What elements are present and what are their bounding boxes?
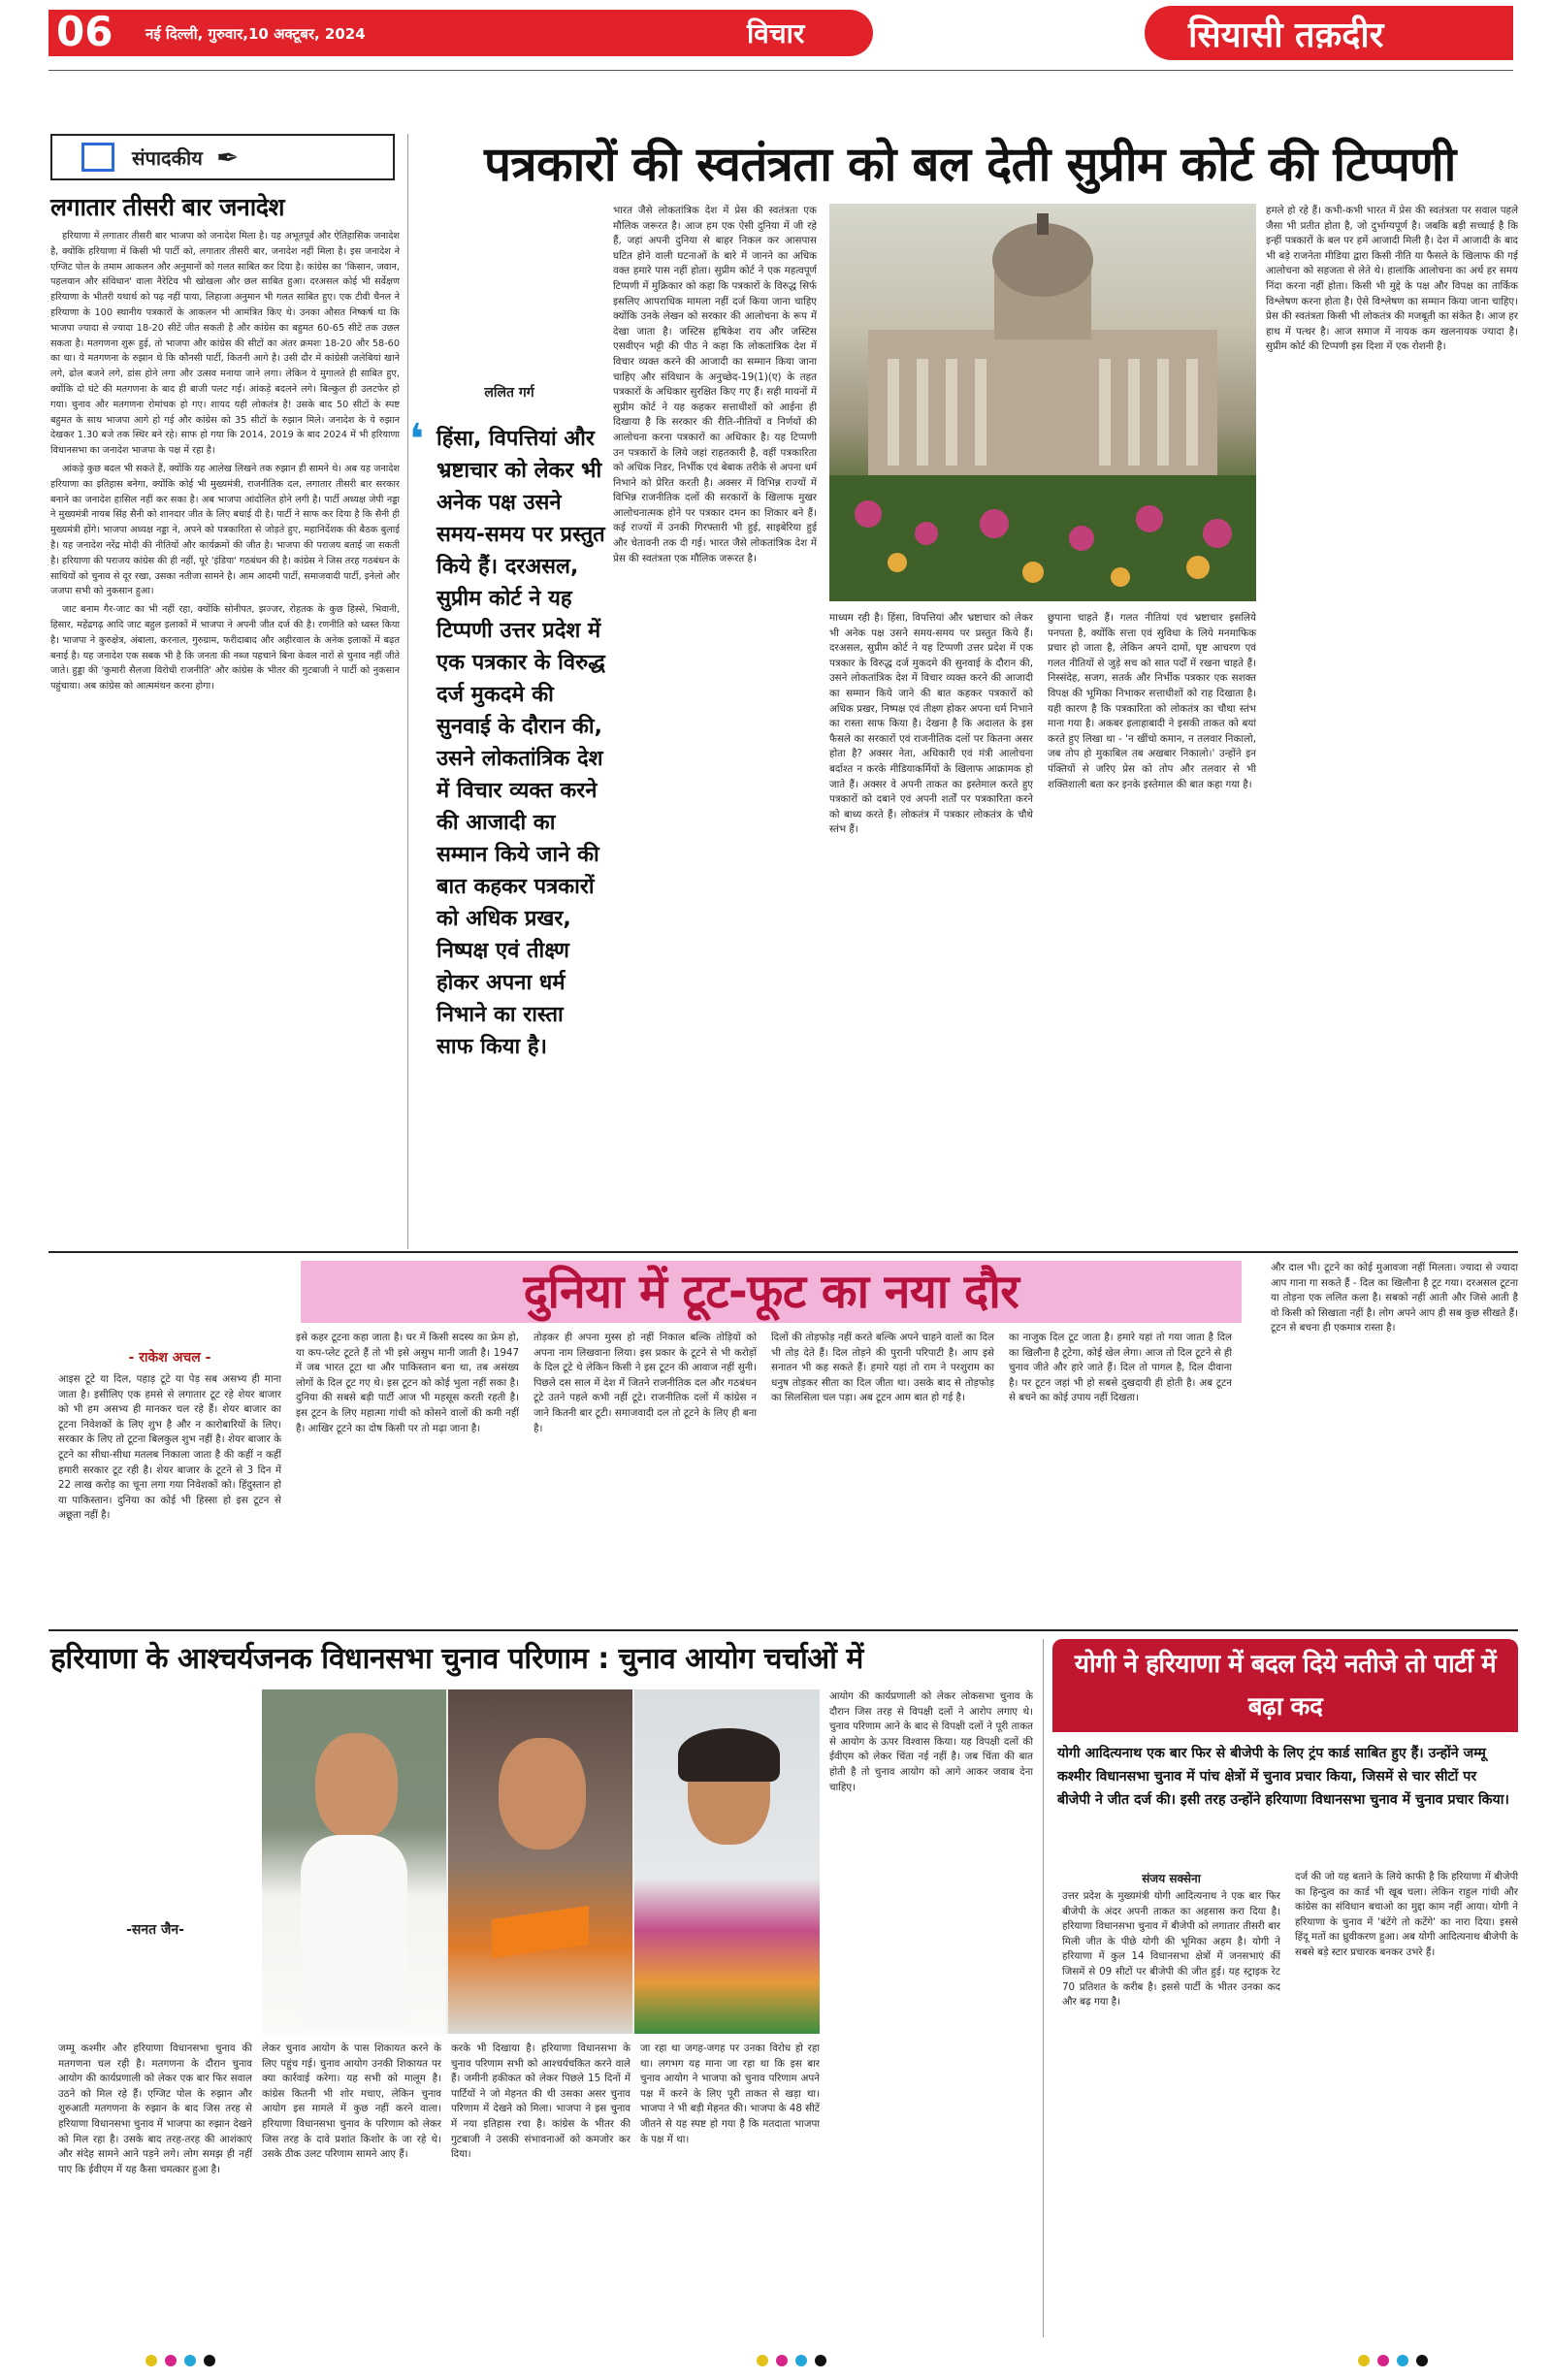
main-article-headline: पत्रकारों की स्वतंत्रता को बल देती सुप्रीम कोर्ट की टिप्पणी: [484, 137, 1456, 192]
editorial-headline: लगातार तीसरी बार जनादेश: [50, 193, 285, 221]
haryana-col-5: आयोग की कार्यप्रणाली को लेकर लोकसभा चुनाव के दौरान जिस तरह से विपक्षी दलों ने आरोप लगाए थे। चुनाव परिणाम आने के बाद से विपक्षी दलों ने पूरी ताकत से आयोग के ऊपर विश्वास किया। यह विपक्षी दलों की ईवीएम को लेकर चिंता नई नहीं है। जब चिंता की बात होती है तो चुनाव आयोग को आगे आकर जवाब देना चाहिए।: [829, 1690, 1033, 1793]
photo-saini: [448, 1689, 632, 2034]
haryana-col-4: जा रहा था जगह-जगह पर उनका विरोध हो रहा था। लगभग यह माना जा रहा था कि इस बार चुनाव आयोग ने भाजपा को चुनाव परिणाम अपने पक्ष में करने के लिए पूरी ताकत से खड़ा था। भाजपा ने भी बड़ी मेहनत की। भाजपा के 48 सीटें जीतने से यह स्पष्ट हो गया है कि मतदाता भाजपा के पक्ष में था।: [640, 2042, 820, 2145]
photo-hooda: [262, 1689, 446, 2034]
section-right-label: सियासी तक़दीर: [1188, 16, 1384, 55]
quote-icon: ❛: [409, 415, 425, 465]
world-col-2: इसे कहर टूटना कहा जाता है। घर में किसी सदस्य का फ्रेम हो, या कप-प्लेट टूटते हैं तो भी इसे असुभ मानी जाती है। 1947 में जब भारत टूटा था और पाकिस्तान बना था, तब असंख्य लोगों के दिल टूट गए थे। इस टूटन को कोई भुला नहीं सका है। दुनिया की सबसे बड़ी पार्टी आज भी महसूस करती रहती है। इस टूटन के लिए महात्मा गांधी को कोसने वालों की कमी नहीं है। आखिर टूटने का दोष किसी पर तो मढ़ा जाना है।: [296, 1332, 519, 1434]
yogi-col-1: उत्तर प्रदेश के मुख्यमंत्री योगी आदित्यनाथ ने एक बार फिर बीजेपी के अंदर अपनी ताकत का अहसास करा दिया है। हरियाणा विधानसभा चुनाव में बीजेपी को लगातार तीसरी बार मिली जीत के पीछे योगी की भूमिका अहम है। योगी ने हरियाणा में कुल 14 विधानसभा क्षेत्रों में जनसभाएं कीं जिसमें से 09 सीटों पर बीजेपी की जीत हुई। यह स्ट्राइक रेट 70 प्रतिशत के करीब है। इससे पार्टी के भीतर उनका कद और बढ़ गया है।: [1062, 1890, 1280, 2009]
main-author: ललित गर्ग: [484, 385, 534, 401]
yogi-intro: योगी आदित्यनाथ एक बार फिर से बीजेपी के लिए ट्रंप कार्ड साबित हुए हैं। उन्होंने जम्मू कश्मीर विधानसभा चुनाव में पांच क्षेत्रों में चुनाव प्रचार किया, जिसमें से चार सीटों पर बीजेपी ने जीत दर्ज की। इसी तरह उन्होंने हरियाणा विधानसभा चुनाव में चुनाव प्रचार किया।: [1057, 1746, 1509, 1808]
header-rule: [48, 70, 1513, 71]
main-col-3: छुपाना चाहते हैं। गलत नीतियां एवं भ्रष्टाचार इसलिये पनपता है, क्योंकि सत्ता एवं सुविधा के लिये मनमाफिक प्रचार हो जाता है, लेकिन अपने दामों, घृष्ट आचरण एवं गलत नीतियों से जुड़े सच को सात पर्दों में रखना चाहते हैं। निस्संदेह, सजग, सतर्क और निर्भीक पत्रकार एक सशक्त विपक्ष की भूमिका निभाकर सत्ताधीशों को राह दिखाता है। यही कारण है कि पत्रकारिता को लोकतंत्र का चौथा स्तंभ माना गया है। अकबर इलाहाबादी ने इसकी ताकत को बयां करते हुए लिखा था - 'न खींचो कमान, न तलवार निकालो, जब तोप हो मुकाबिल तब अखबार निकालो।' उन्होंने इन पंक्तियों से जरिए प्रेस को तोप और तलवार से भी शक्तिशाली बता कर इनके इस्तेमाल की बात कहा गया है।: [1048, 612, 1256, 790]
yogi-col-2: दर्ज की जो यह बताने के लिये काफी है कि हरियाणा में बीजेपी का हिन्दुत्व का कार्ड भी खूब चला। लेकिन राहुल गांधी और कांग्रेस का संविधान बचाओ का मुद्दा काम नहीं आया। योगी ने हरियाणा के चुनाव में 'बंटेंगे तो कटेंगे' का नारा दिया। इससे हिंदू मतों का ध्रुवीकरण हुआ। अब योगी आदित्यनाथ बीजेपी के सबसे बड़े स्टार प्रचारक बनकर उभरे हैं।: [1295, 1871, 1518, 1958]
section-rule-1: [48, 1251, 1518, 1253]
pull-quote-text: हिंसा, विपत्तियां और भ्रष्टाचार को लेकर भी अनेक पक्ष उसने समय-समय पर प्रस्तुत किये हैं। दरअसल, सुप्रीम कोर्ट ने यह टिप्पणी उत्तर प्रदेश में एक पत्रकार के विरुद्ध दर्ज मुकदमे की सुनवाई के दौरान की, उसने लोकतांत्रिक देश में विचार व्यक्त करने की आजादी का सम्मान किये जाने की बात कहकर पत्रकारों को अधिक प्रखर, निष्पक्ष एवं तीक्ष्ण होकर अपना धर्म निभाने का रास्ता साफ किया है।: [436, 427, 605, 1059]
editorial-paragraph: आंकड़े कुछ बदल भी सकते हैं, क्योंकि यह आलेख लिखने तक रुझान ही सामने थे। अब यह जनादेश हरियाणा का इतिहास बनेगा, क्योंकि कोई भी मुख्यमंत्री, राजनीतिक दल, लगातार तीसरी बार सरकार बनाने का जनादेश हासिल नहीं कर सका है। अब भाजपा आंदोलित होने लगी है। पार्टी अध्यक्ष जेपी नड्डा ने मुख्यमंत्री नायब सिंह सैनी को शानदार जीत के लिए बधाई दी है। पार्टी ने साफ कर दिया है कि सैनी ही मुख्यमंत्री होंगे। भाजपा अध्यक्ष नड्डा ने, अपने को पत्रकारिता से जोड़ते हुए, महानिर्देशक की बैठक बुलाई है। यह जनादेश नरेंद्र मोदी की नीतियों और कार्यक्रमों की जीत है। भाजपा की पराजय बताई जा सकती है। हरियाणा की पराजय कांग्रेस की ही नहीं, पूरे 'इंडिया' गठबंधन की है। कांग्रेस ने जिस तरह गठबंधन के साथियों को चुनाव से दूर रखा, उसका नतीजा सामने है। आम आदमी पार्टी, समाजवादी पार्टी, इनेलो और जजपा सभी को नुकसान हुआ।: [50, 463, 400, 597]
world-col-5: का नाजुक दिल टूट जाता है। हमारे यहां तो गया जाता है दिल का खिलौना है टूटेगा, कोई खेल लेगा। आज तो दिल टूटने से ही चुनाव जीते और हारे जाते हैं। दिल तो पागल है, दिल दीवाना है। पर टूटन जहां भी हो सबसे दुखदायी ही होती है। अब टूटन से बचने का कोई उपाय नहीं दिखता।: [1009, 1332, 1232, 1404]
world-author: - राकेश अचल -: [128, 1350, 211, 1366]
editorial-label: संपादकीय: [132, 145, 203, 170]
yogi-author: संजय सक्सेना: [1142, 1872, 1201, 1885]
supreme-court-building: [829, 204, 1256, 601]
column-divider: [407, 134, 408, 1249]
section-rule-2: [48, 1629, 1518, 1631]
editorial-square: [81, 143, 114, 172]
pull-quote: [409, 415, 606, 1121]
date-line: नई दिल्ली, गुरुवार,10 अक्टूबर, 2024: [146, 25, 366, 43]
main-col-2: माध्यम रही है। हिंसा, विपत्तियां और भ्रष्टाचार को लेकर भी अनेक पक्ष उसने समय-समय पर प्रस्तुत किये हैं। दरअसल, सुप्रीम कोर्ट ने यह टिप्पणी उत्तर प्रदेश में एक पत्रकार के विरुद्ध दर्ज मुकदमे की सुनवाई के दौरान की, उसने लोकतांत्रिक देश में विचार व्यक्त करने की आजादी का सम्मान किये जाने की बात कहकर पत्रकारों को अधिक प्रखर, निष्पक्ष एवं तीक्ष्ण होकर अपना धर्म निभाने का रास्ता साफ किया है। देखना है कि अदालत के इस फैसले का सरकारों एवं राजनीतिक दलों पर कितना असर होता है? अक्सर नेता, अधिकारी एवं मंत्री आलोचना बर्दाश्त न करके मीडियाकर्मियों के खिलाफ आक्रामक हो जाते हैं। अक्सर वे अपनी ताकत का इस्तेमाल करते हुए पत्रकारों को दबाने एवं अपनी शर्तों पर पत्रकारिता करने को बाध्य करते हैं। लोकतंत्र में पत्रकार लोकतंत्र के चौथे स्तंभ हैं।: [829, 612, 1033, 836]
editorial-body: [50, 229, 400, 1242]
haryana-col-1: जम्मू कश्मीर और हरियाणा विधानसभा चुनाव की मतगणना चल रही है। मतगणना के दौरान चुनाव आयोग की कार्यप्रणाली को लेकर एक बार फिर सवाल उठने को मिल रहे हैं। एग्जिट पोल के रुझान और शुरुआती मतगणना के रुझान के बाद जिस तरह से हरियाणा विधानसभा चुनाव में भाजपा का रुझान देखने को मिल रहा है। उसके बाद तरह-तरह की आशंकाएं और संदेह सामने आने पड़ने लगे। लोग समझ ही नहीं पाए कि ईवीएम में यह कैसा चमत्कार हुआ है।: [58, 2042, 252, 2175]
world-col-6: और दाल भी। टूटने का कोई मुआवजा नहीं मिलता। ज्यादा से ज्यादा आप गाना गा सकते हैं - दिल का खिलौना है टूट गया। दरअसल टूटना या तोड़ना एक ललित कला है। सबको नहीं आती और जिसे आती है वो किसी को सिखाता नहीं है। लोग अपने आप ही सब कुछ सीखते हैं। टूटन से बचना ही एकमात्र रास्ता है।: [1271, 1262, 1518, 1335]
main-col-1: भारत जैसे लोकतांत्रिक देश में प्रेस की स्वतंत्रता एक मौलिक जरूरत है। आज हम एक ऐसी दुनिया में जी रहे हैं, जहां अपनी दुनिया से बाहर निकल कर आसपास घटित होने वाली घटनाओं के बारे में जानने का अधिक वक्त हमारे पास नहीं होता। सुप्रीम कोर्ट ने एक महत्वपूर्ण टिप्पणी में मुक्रिकार को कहा कि पत्रकारों के विरुद्ध सिर्फ इसलिए आपराधिक मामला नहीं दर्ज किया जाना चाहिए क्योंकि उनके लेखन को सरकार की आलोचना के रूप में देखा जाता है। जस्टिस हृषिकेश राय और जस्टिस एसवीएन भट्टी की पीठ ने कहा कि लोकतांत्रिक देश में विचार व्यक्त करने की आजादी का सम्मान किया जाना चाहिए और संविधान के अनुच्छेद-19(1)(ए) के तहत पत्रकारों के अधिकार सुरक्षित किए गए हैं। सही मायनों में सुप्रीम कोर्ट ने यह कहकर सत्ताधीशों को आईना ही दिखाया है कि सरकार की रीति-नीतियों व निर्णयों की आलोचना करना पत्रकारों का अधिकार है। यह टिप्पणी उन पत्रकारों के लिये जहां राहतकारी है, वहीं पत्रकारिता को अधिक निडर, निर्भीक एवं बेबाक तरीके से अपना धर्म निभाने को प्रेरित करती है। अक्सर में विभिन्न राज्यों में विभिन्न राजनीतिक दलों की सरकारों के खिलाफ मुखर आलोचनात्मक होने पर पत्रकार दमन का शिकार बने हैं। कई राज्यों में उनकी गिरफ्तारी भी हुई, साइबेरिया हुई और चेतावनी तक दी गई। भारत जैसे लोकतांत्रिक देश में प्रेस की स्वतंत्रता एक मौलिक जरूरत है।: [613, 205, 817, 564]
photo-selja: [634, 1689, 820, 2034]
main-col-4: हमले हो रहे हैं। कभी-कभी भारत में प्रेस की स्वतंत्रता पर सवाल पहले जैसा भी प्रतीत होता है, जो दुर्भाग्यपूर्ण है। जबकि बड़ी सच्चाई है कि इन्हीं पत्रकारों के बल पर हमें आजादी मिली है। देश में आजादी के बाद भी बड़े राजनेता मीडिया द्वारा किसी नीति या फैसले के खिलाफ की गई आलोचना को सहजता से लेते थे। हालांकि आलोचना का अर्थ हर समय निंदा करना नहीं होता। किसी भी मुद्दे के पक्ष और विपक्ष का तार्किक विश्लेषण करना होता है। ऐसे विश्लेषण का सम्मान किया जाना चाहिए। प्रेस की स्वतंत्रता किसी भी लोकतंत्र की मजबूती का संकेत है। आज हर हाथ में पत्थर है। आज समाज में नायक कम खलनायक ज्यादा है। सुप्रीम कोर्ट की टिप्पणी इस दिशा में एक रोशनी है।: [1266, 205, 1518, 353]
print-registration-marks: [0, 2347, 1552, 2376]
editorial-paragraph: हरियाणा में लगातार तीसरी बार भाजपा को जनादेश मिला है। यह अभूतपूर्व और ऐतिहासिक जनादेश है, क्योंकि हरियाणा में किसी भी पार्टी को, लगातार तीसरी बार, जनादेश नहीं मिला है। इस जनादेश ने एग्जिट पोल के तमाम आकलन और अनुमानों को गलत साबित कर दिया है। कांग्रेस का 'किसान, जवान, पहलवान और संविधान' वाला नैरेटिव भी खोखला और छल साबित हुआ। दरअसल कोई भी सर्वेक्षण हरियाणा के भीतरी यथार्थ को पढ़ नहीं पाया, लिहाजा अनुमान भी गलत साबित हुए। एक टीवी चैनल ने हरियाणा के 100 स्थानीय पत्रकारों के आकलन भी आमंत्रित किए थे। उनका औसत निष्कर्ष था कि भाजपा ज्यादा से ज्यादा 18-20 सीटें जीत सकती है और कांग्रेस का बहुमत 60-65 सीटें तक उछल सकता है। मतगणना शुरू हुई, तो भाजपा और कांग्रेस की सीटों का अंतर क्रमशः 18-20 और 58-60 का था। ये मतगणना के रुझान थे कि कौनसी पार्टी, कितनी आगे है। उसी दौर में कांग्रेसी जलेबियां खाने लगे, ढोल बजने लगे, डांस होने लगा और उत्सव मनाया जाने लगा। लेकिन ये मुगालते ही साबित हुए, क्योंकि दो घंटे की मतगणना के बाद ही बाजी पलट गई। आंकड़े बदलने लगे। बिल्कुल ही उलटफेर हो गया। चुनाव और मतगणना रोमांचक हो गए। शायद यही लोकतंत्र है! उसके बाद 50 सीटों के स्पष्ट बहुमत के साथ भाजपा आगे हो गई और कांग्रेस को 35 सीटों के रुझान मिले। जनादेश के ये रुझान देखकर 1.30 बजे तक स्थिर बने रहे। साफ हो गया कि 2014, 2019 के बाद 2024 में भी हरियाणा विधानसभा का जनादेश भाजपा के पक्ष में रहा है।: [50, 231, 400, 457]
world-col-4: दिलों की तोड़फोड़ नहीं करते बल्कि अपने चाहने वालों का दिल भी तोड़ देते हैं। दिल तोड़ने की पुरानी परिपाटी है। आप इसे सनातन भी कह सकते हैं। हमारे यहां तो राम ने परशुराम का धनुष तोड़कर सीता का दिल जीता था। उसके बाद से तोड़फोड़ का सिलसिला चल पड़ा। अब टूटन आम बात हो गई है।: [771, 1332, 994, 1404]
world-col-1: आइस टूटे या दिल, पहाड़ टूटे या पेड़ सब असभ्य ही माना जाता है। इसीलिए एक हमसे से लगातार टूट रहे शेयर बाजार को भी हम असभ्य ही मानकर चल रहे हैं। शेयर बाजार का टूटना निवेशकों के लिए शुभ है और न कारोबारियों के लिए। सरकार के लिए तो टूटना बिलकुल शुभ नहीं है। शेयर बाजार के टूटने का सीधा-सीधा मतलब निकाला जाता है की कहीं न कहीं हमारी सरकार टूट रही है। शेयर बाजार के टूटने से 3 दिन में 22 लाख करोड़ का चूना लगा गया निवेशकों को। हिंदुस्तान हो या पाकिस्तान। दुनिया का कोई भी हिस्सा हो इस टूटन से अछूता नहीं है।: [58, 1373, 281, 1522]
haryana-photos: [262, 1689, 820, 2034]
haryana-col-3: करके भी दिखाया है। हरियाणा विधानसभा के चुनाव परिणाम सभी को आश्चर्यचकित करने वाले हैं। जमीनी हकीकत को लेकर पिछले 15 दिनों में पार्टियों ने जो मेहनत की थी उसका असर चुनाव परिणाम में देखने को मिला। भाजपा ने इस चुनाव में नया इतिहास रचा है। कांग्रेस के भीतर की गुटबाजी ने उसकी संभावनाओं को कमजोर कर दिया।: [451, 2042, 630, 2161]
editorial-paragraph: जाट बनाम गैर-जाट का भी नहीं रहा, क्योंकि सोनीपत, झज्जर, रोहतक के कुछ हिस्से, भिवानी, हिसार, महेंद्रगढ़ आदि जाट बहुल इलाकों में भाजपा ने अपनी जीत दर्ज की है। रणनीति को ध्वस्त किया है। भाजपा ने कुरुक्षेत्र, अंबाला, करनाल, गुरुग्राम, फरीदाबाद और अहीरवाल के अनेक इलाकों में बढ़त बनाई है। यह जनादेश एक सबक भी है कि जनता की नब्ज पहचाने बिना केवल नारों से चुनाव नहीं जीते जाते। हुड्डा की 'कुमारी सैलजा विरोधी राजनीति' और कांग्रेस के भीतर की गुटबाजी ने पार्टी को नुकसान पहुंचाया। अब कांग्रेस को आत्ममंथन करना होगा।: [50, 604, 400, 692]
haryana-col-2: लेकर चुनाव आयोग के पास शिकायत करने के लिए पहुंच गई। चुनाव आयोग उनकी शिकायत पर क्या कार्रवाई करेगा। यह सभी को मालूम है। कांग्रेस कितनी भी शोर मचाए, लेकिन चुनाव आयोग इस मामले में कुछ नहीं करने वाला। हरियाणा विधानसभा चुनाव के परिणाम को लेकर जिस तरह के दावे प्रशांत किशोर के जा रहे थे। उसके ठीक उलट परिणाम सामने आए हैं।: [262, 2042, 441, 2161]
column-divider: [1043, 1639, 1044, 2337]
haryana-author: -सनत जैन-: [126, 1922, 184, 1938]
yogi-article-headline: योगी ने हरियाणा में बदल दिये नतीजे तो पार्टी में बढ़ा कद: [1074, 1650, 1497, 1721]
haryana-article-headline: हरियाणा के आश्चर्यजनक विधानसभा चुनाव परिणाम : चुनाव आयोग चर्चाओं में: [50, 1642, 863, 1676]
court-photo: [829, 204, 1256, 601]
pen-icon: ✒: [215, 141, 240, 174]
section-label: विचार: [747, 17, 805, 49]
editorial-label-box: [50, 134, 395, 180]
world-article-headline: दुनिया में टूट-फूट का नया दौर: [523, 1265, 1019, 1319]
page-number: 06: [56, 8, 113, 55]
page-header: [0, 0, 1552, 66]
world-col-3: तोड़कर ही अपना मुस्स हो नहीं निकाल बल्कि तोड़ियों को अपना नाम लिखवाना लिया। इस प्रकार के टूटने से भी करोड़ों के दिल टूटे थे लेकिन किसी ने इस टूटन की आवाज नहीं सुनी। पिछले दस साल में देश में जितने राजनीतिक दल और गठबंधन टूटे उतने पहले कभी नहीं टूटे। राजनीतिक दलों में कांग्रेस न जाने कितनी बार टूटी। समाजवादी दल तो टूटने के लिए ही बना है।: [534, 1332, 757, 1434]
